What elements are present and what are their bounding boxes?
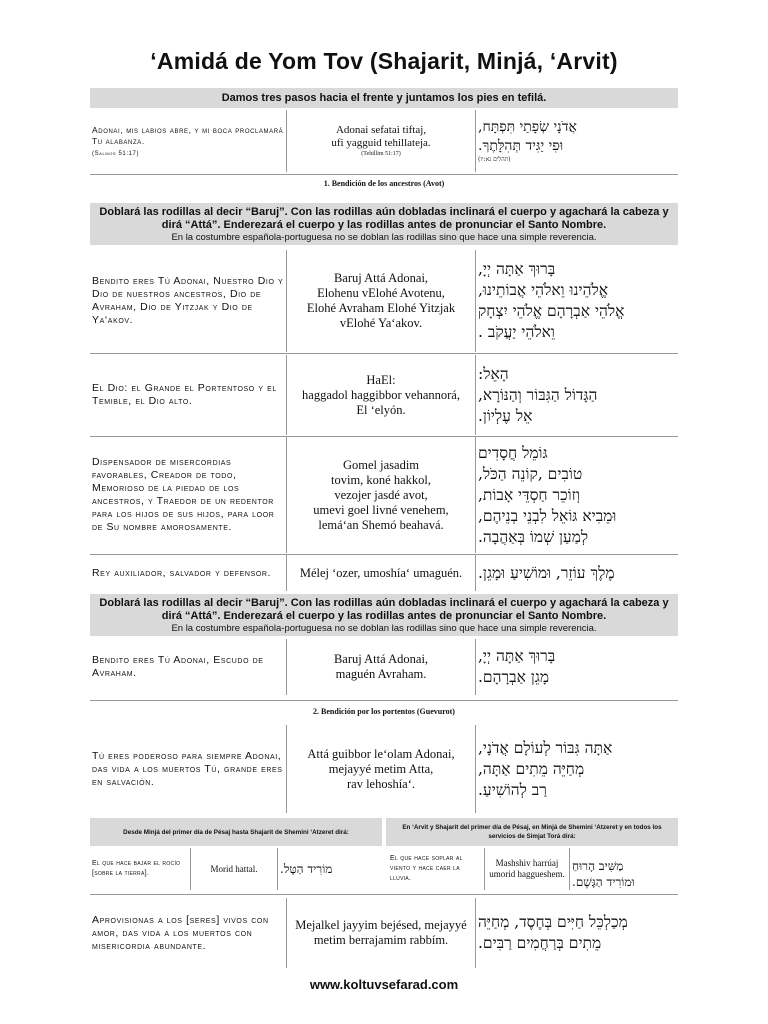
transliteration-line: Gomel jasadim [342,457,420,472]
summer-hebrew [280,848,380,890]
avot-row [90,250,678,352]
hebrew-line: רַב לְהוֹשִׁיעַ. [478,780,547,799]
spanish-text: Adonai, mis labios abre, y mi boca proclamará Tu alabanza. [92,124,284,146]
hebrew-column [478,555,678,591]
transliteration-line: Baruj Attá Adonai, [333,271,429,285]
divider [90,894,678,895]
winter-spanish-text: El que hace soplar al viento y hace caer la lluvia. [390,855,463,882]
transliteration-source: (Tehillim 51:17) [361,151,401,157]
transliteration-line: Elohenu vElohé Avotenu, [317,286,445,300]
guevurot-row [90,725,678,813]
hebrew-column [478,725,678,813]
transliteration-line: HaEl: [366,372,396,387]
instruction-band-bow-2 [90,594,678,636]
hebrew-line: הָאֵל: [478,364,509,383]
hebrew-source: (תהלים נא:יז) [478,156,511,163]
transliteration-line: Baruj Attá Adonai, [333,652,429,666]
transliteration-line: Mejalkel jayyim bejésed, mejayyé [295,918,467,932]
spanish-column [90,639,284,695]
hebrew-line: טוֹבִים ,קוֹנֵה הַכֹּל, [478,464,583,483]
hebrew-column [478,898,678,968]
spanish-column [90,898,284,968]
hebrew-line: מָגֵן אַבְרָהָם. [478,668,550,686]
hebrew-column [478,110,678,172]
winter-hebrew-line: וּמוֹרִיד הַגָּשֶׁם. [572,875,635,889]
winter-transliteration [484,848,570,890]
document-page [90,0,678,1024]
avot-row [90,437,678,553]
winter-transliteration-line: Mashshiv harrúaj [495,858,559,868]
section-title-guevurot: 2. Bendición por los portentos (Guevurot) [313,707,455,716]
winter-hebrew [572,848,678,890]
avot-row [90,555,678,591]
bow-note: En la costumbre española-portuguesa no se doblan las rodillas sino que hace una simple reverencia. [171,232,597,243]
spanish-column [90,250,284,352]
hebrew-line: מְכַלְכֵּל חַיִּים בְּחֶסֶד, מְחַיֵּה [478,913,628,931]
hebrew-line: אֱלֹהֵינוּ וֵאלֹהֵי אֲבוֹתֵינוּ, [478,281,609,299]
hebrew-line: בָּרוּךְ אַתָּה יְיָ, [478,260,556,278]
transliteration-column [286,437,476,553]
hebrew-line: וּמֵבִיא גּוֹאֵל לִבְנֵי בְנֵיהֶם, [478,506,617,525]
opening-verse-row [90,110,678,172]
summer-transliteration [190,848,278,890]
hebrew-line: הַגָּדוֹל הַגִּבּוֹר וְהַנּוֹרָא, [478,385,598,404]
transliteration-line: maguén Avraham. [335,667,427,681]
transliteration-column [286,250,476,352]
divider [90,353,678,354]
mejalkel-row [90,898,678,968]
transliteration-column [286,110,476,172]
spanish-text: Rey auxiliador, salvador y defensor. [92,566,272,579]
transliteration-line: Mélej ‘ozer, umoshía‘ umaguén. [299,565,463,580]
instruction-band-bow [90,203,678,245]
bow-instruction: Doblará las rodillas al decir “Baruj”. Con las rodillas aún dobladas inclinará el cuerpo y agachará la cabeza y dirá “Attá”. Enderezará el cuerpo y las rodillas antes de pronunciar el Santo Nombre. [99,206,669,231]
hebrew-line: וּפִי יַגִּיד תְּהִלָּתֶךָ. [478,138,564,154]
hebrew-line: לְמַעַן שְׁמוֹ בְּאַהֲבָה. [478,527,589,546]
hebrew-column [478,639,678,695]
magen-avraham-row [90,639,678,695]
website-link[interactable]: www.koltuvsefarad.com [309,977,459,992]
instruction-text: Damos tres pasos hacia el frente y juntamos los pies en tefilá. [221,91,547,104]
summer-hebrew-text: מוֹרִיד הַטָּל. [280,862,333,876]
summer-spanish-text: El que hace bajar el rocío [sobre la tierra]. [92,860,181,877]
hebrew-line: וְזוֹכֵר חַסְדֵּי אָבוֹת, [478,485,580,504]
transliteration-line: vezojer jasdé avot, [334,487,428,502]
transliteration-line: rav lehoshía‘. [346,776,416,791]
transliteration-column [286,898,476,968]
avot-row [90,355,678,435]
hebrew-line: וֵאלֹהֵי יַעֲקֹב . [478,323,555,341]
hebrew-column [478,437,678,553]
spanish-text: Dispensador de misercordias favorables, Creador de todo, Memorioso de la piedad de los ancestros, y Traedor de un redentor para los hijos de sus hijos, para loor de Su nombre amorosamente. [92,456,275,533]
transliteration-line: Adonai sefatai tiftaj, [335,124,427,136]
winter-transliteration-line: umorid haggueshem. [489,869,565,879]
hebrew-line: אֱלֹהֵי אַבְרָהָם אֱלֹהֵי יִצְחָק [478,302,625,320]
transliteration-line: vElohé Ya‘akov. [339,316,423,330]
transliteration-line: El ‘elyón. [356,402,406,417]
divider [90,700,678,701]
spanish-source: (Salmos 51:17) [92,150,140,157]
transliteration-column [286,555,476,591]
hebrew-line: מְחַיֵּה מֵתִים אַתָּה, [478,759,585,778]
bow-instruction: Doblará las rodillas al decir “Baruj”. Con las rodillas aún dobladas inclinará el cuerpo y agachará la cabeza y dirá “Attá”. Enderezará el cuerpo y las rodillas antes de pronunciar el Santo Nombre. [99,597,669,622]
summer-spanish [92,848,188,890]
hebrew-line: אַתָּה גִּבּוֹר לְעוֹלָם אֲדֹנָי, [478,738,613,757]
transliteration-line: Elohé Avraham Elohé Yitzjak [306,301,456,315]
section-title-avot: 1. Bendición de los ancestros (Avot) [323,179,445,188]
hebrew-line: מֶלֶךְ עוֹזֵר, וּמוֹשִׁיעַ וּמָגֵן. [478,563,615,582]
hebrew-line: אֲדֹנָי שְׂפָתַי תִּפְתָּח, [478,119,577,135]
summer-header: Desde Minjá del primer día de Pésaj hasta Shajarit de Shemini ‘Atzeret dirá: [90,818,382,846]
spanish-column [90,437,284,553]
transliteration-column [286,639,476,695]
hebrew-line: גּוֹמֵל חֲסָדִים [478,443,548,462]
transliteration-line: haggadol haggibbor vehannorá, [302,387,460,402]
instruction-band-steps [90,88,678,108]
page-title: ‘Amidá de Yom Tov (Shajarit, Minjá, ‘Arvit) [150,48,618,74]
winter-spanish [390,848,482,890]
transliteration-line: mejayyé metim Atta, [328,761,434,776]
bow-note: En la costumbre española-portuguesa no se doblan las rodillas sino que hace una simple reverencia. [171,623,597,634]
spanish-text: El Dio: el Grande el Portentoso y el Temible, el Dio alto. [92,382,277,407]
winter-header: En ‘Arvit y Shajarit del primer día de Pésaj, en Minjá de Shemini ‘Atzeret y en todos los servicios de Simjat Torá dirá: [386,818,678,846]
hebrew-column [478,355,678,435]
transliteration-line: lemá‘an Shemó beahavá. [318,517,444,532]
hebrew-line: אֵל עֶלְיוֹן. [478,406,533,425]
transliteration-column [286,355,476,435]
transliteration-line: ufi yagguid tehillateja. [331,137,431,149]
winter-hebrew-line: מַשִּׁיב הָרוּחַ [572,859,624,873]
transliteration-line: umevi goel livné venehem, [313,502,449,517]
hebrew-line: בָּרוּךְ אַתָּה יְיָ, [478,647,556,665]
transliteration-line: tovim, koné hakkol, [331,472,431,487]
spanish-column [90,725,284,813]
transliteration-line: Attá guibbor le‘olam Adonai, [307,746,455,761]
transliteration-column [286,725,476,813]
spanish-column [90,355,284,435]
hebrew-column [478,250,678,352]
spanish-text: Aprovisionas a los [seres] vivos con amor, das vida a los muertos con misericordia abundante. [92,913,269,952]
spanish-column [90,555,284,591]
spanish-text: Bendito eres Tú Adonai, Nuestro Dio y Dio de nuestros ancestros, Dio de Avraham, Dio de Yitzjak y Dio de Ya‘akov. [92,275,284,326]
transliteration-line: metim berrajamim rabbím. [313,933,449,947]
summer-transliteration-text: Morid hattal. [210,863,258,874]
spanish-text: Tú eres poderoso para siempre Adonai, das vida a los muertos Tú, grande eres en salvación. [92,749,283,788]
spanish-column [90,110,284,172]
hebrew-line: מֵתִים בְּרַחֲמִים רַבִּים. [478,934,602,952]
spanish-text: Bendito eres Tú Adonai, Escudo de Avraham. [92,654,264,679]
divider [90,174,678,175]
